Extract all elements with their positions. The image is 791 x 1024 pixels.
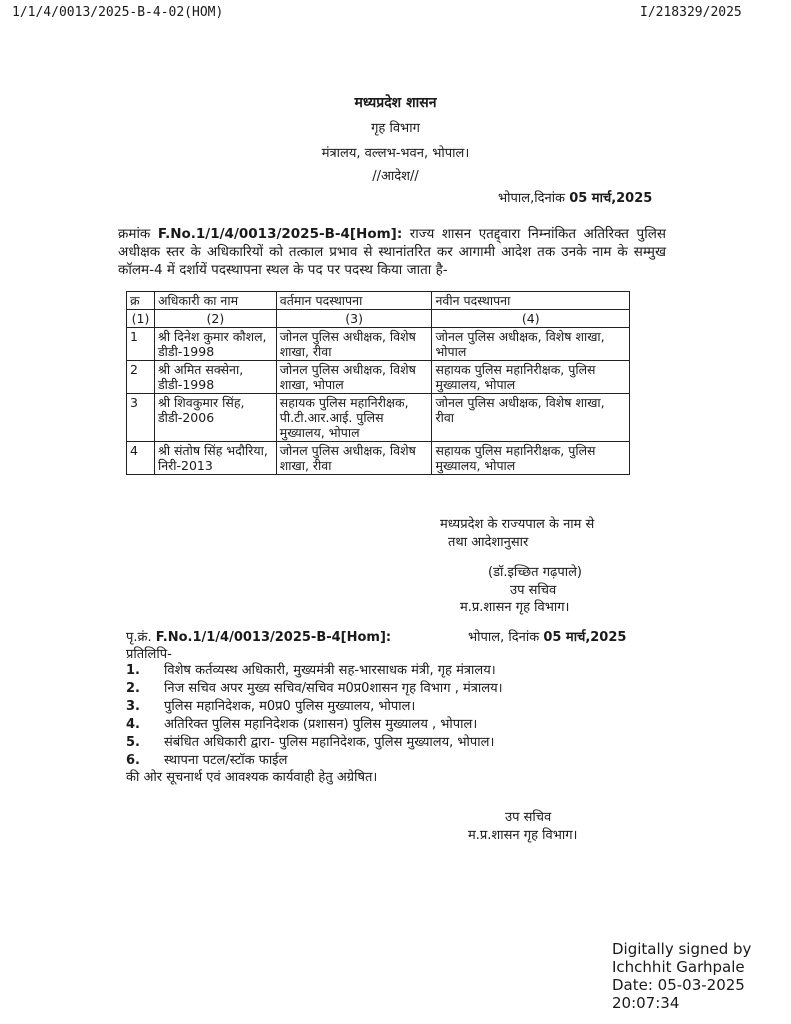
signature-name: Ichchhit Garhpale — [612, 958, 745, 976]
endorsement-office: म.प्र.शासन गृह विभाग। — [468, 828, 578, 843]
item-text: विशेष कर्तव्यस्थ अधिकारी, मुख्यमंत्री सह-भारसाधक मंत्री, गृह मंत्रालय। — [164, 663, 496, 678]
column-number: (1) — [127, 310, 155, 328]
item-text: अतिरिक्त पुलिस महानिदेशक (प्रशासन) पुलिस मुख्यालय , भोपाल। — [164, 717, 478, 732]
authority-line-1: मध्यप्रदेश के राज्यपाल के नाम से — [440, 517, 595, 532]
column-number: (2) — [154, 310, 276, 328]
item-text: स्थापना पटल/स्टॉक फाईल — [164, 753, 288, 768]
header-officer-name: अधिकारी का नाम — [154, 292, 276, 310]
table-column-number-row — [127, 310, 630, 328]
department-name: गृह विभाग — [371, 121, 420, 136]
order-text: राज्य शासन एतद्द्वारा निम्नांकित अतिरिक्त पुलिस अधीक्षक स्तर के अधिकारियों को तत्काल प्रभाव से स्थानांतरित कर आगामी आदेश तक उनके नाम के सम्मुख कॉलम-4 में दर्शायें पदस्थापना स्थल के पद पर पदस्थ किया जाता है- — [118, 226, 666, 278]
signature-date: Date: 05-03-2025 — [612, 976, 745, 994]
header-sno: क्र — [127, 292, 155, 310]
receipt-number: I/218329/2025 — [640, 5, 742, 20]
endorsement-designation: उप सचिव — [505, 810, 552, 825]
file-reference: 1/1/4/0013/2025-B-4-02(HOM) — [12, 5, 224, 20]
row-new-posting: सहायक पुलिस महानिरीक्षक, पुलिस मुख्यालय, भोपाल — [432, 442, 630, 475]
item-number: 2. — [126, 681, 140, 696]
order-date-line — [498, 188, 652, 206]
digital-signature — [612, 940, 751, 1012]
item-text: निज सचिव अपर मुख्य सचिव/सचिव म0प्र0शासन गृह विभाग , मंत्रालय। — [164, 681, 503, 696]
endorsement-date: 05 मार्च,2025 — [543, 630, 627, 645]
column-number: (4) — [432, 310, 630, 328]
list-item — [126, 734, 494, 751]
item-number: 1. — [126, 663, 140, 678]
row-new-posting: जोनल पुलिस अधीक्षक, विशेष शाखा, रीवा — [432, 394, 630, 442]
signature-time: 20:07:34 — [612, 994, 680, 1012]
order-body — [118, 225, 666, 279]
authority-line-2: तथा आदेशानुसार — [448, 535, 529, 550]
row-sno: 3 — [127, 394, 155, 442]
header-current-posting: वर्तमान पदस्थापना — [276, 292, 432, 310]
row-sno: 2 — [127, 361, 155, 394]
endorsement-date-line — [468, 627, 626, 645]
copy-label: प्रतिलिपि- — [126, 647, 172, 662]
signatory-name: (डॉ.इच्छित गढ़पाले) — [488, 565, 582, 580]
item-text: पुलिस महानिदेशक, म0प्र0 पुलिस मुख्यालय, भोपाल। — [164, 699, 416, 714]
signatory-office: म.प्र.शासन गृह विभाग। — [460, 600, 570, 615]
table-header-row — [127, 292, 630, 310]
row-officer-name: श्री संतोष सिंह भदौरिया, निरी-2013 — [154, 442, 276, 475]
item-number: 3. — [126, 699, 140, 714]
list-item — [126, 716, 477, 733]
list-item — [126, 752, 287, 769]
endorsement-ref-label: पृ.क्रं. — [126, 630, 152, 645]
order-file-number: F.No.1/1/4/0013/2025-B-4[Hom]: — [157, 226, 403, 242]
govt-title: मध्यप्रदेश शासन — [354, 95, 437, 111]
list-item — [126, 680, 503, 697]
order-date: 05 मार्च,2025 — [569, 191, 653, 206]
endorsement-ref — [126, 627, 391, 645]
header-new-posting: नवीन पदस्थापना — [432, 292, 630, 310]
item-number: 4. — [126, 717, 140, 732]
row-officer-name: श्री अमित सक्सेना, डीडी-1998 — [154, 361, 276, 394]
table-row — [127, 328, 630, 361]
department-address: मंत्रालय, वल्लभ-भवन, भोपाल। — [321, 146, 470, 161]
kramank-label: क्रमांक — [118, 226, 151, 242]
transfer-table — [126, 291, 630, 475]
closing-line: की ओर सूचनार्थ एवं आवश्यक कार्यवाही हेतु अग्रेषित। — [126, 770, 378, 785]
item-text: संबंधित अधिकारी द्वारा- पुलिस महानिदेशक, पुलिस मुख्यालय, भोपाल। — [164, 735, 495, 750]
order-label: //आदेश// — [372, 169, 419, 184]
row-current-posting: जोनल पुलिस अधीक्षक, विशेष शाखा, भोपाल — [276, 361, 432, 394]
row-officer-name: श्री शिवकुमार सिंह, डीडी-2006 — [154, 394, 276, 442]
row-current-posting: जोनल पुलिस अधीक्षक, विशेष शाखा, रीवा — [276, 328, 432, 361]
item-number: 5. — [126, 735, 140, 750]
row-officer-name: श्री दिनेश कुमार कौशल, डीडी-1998 — [154, 328, 276, 361]
column-number: (3) — [276, 310, 432, 328]
row-new-posting: जोनल पुलिस अधीक्षक, विशेष शाखा, भोपाल — [432, 328, 630, 361]
item-number: 6. — [126, 753, 140, 768]
signatory-designation: उप सचिव — [510, 583, 557, 598]
row-current-posting: जोनल पुलिस अधीक्षक, विशेष शाखा, रीवा — [276, 442, 432, 475]
order-place-label: भोपाल,दिनांक — [498, 191, 566, 206]
row-new-posting: सहायक पुलिस महानिरीक्षक, पुलिस मुख्यालय, भोपाल — [432, 361, 630, 394]
list-item — [126, 698, 415, 715]
table-row — [127, 442, 630, 475]
table-row — [127, 361, 630, 394]
endorsement-file-number: F.No.1/1/4/0013/2025-B-4[Hom]: — [155, 630, 392, 645]
row-sno: 4 — [127, 442, 155, 475]
row-sno: 1 — [127, 328, 155, 361]
table-row — [127, 394, 630, 442]
signature-line-1: Digitally signed by — [612, 940, 752, 958]
row-current-posting: सहायक पुलिस महानिरीक्षक, पी.टी.आर.आई. पुलिस मुख्यालय, भोपाल — [276, 394, 432, 442]
endorsement-place-label: भोपाल, दिनांक — [468, 630, 540, 645]
list-item — [126, 662, 496, 679]
